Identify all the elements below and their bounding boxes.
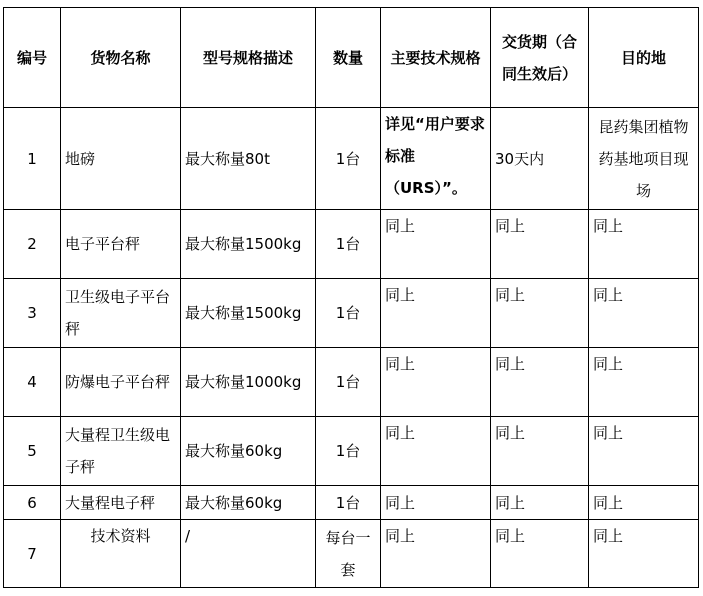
cell-name: 大量程卫生级电子秤: [61, 417, 181, 486]
header-row: [4, 8, 699, 108]
cell-tech: 同上: [381, 417, 491, 486]
cell-delivery: 同上: [491, 210, 589, 279]
cell-model: 最大称量1000kg: [181, 348, 316, 417]
cell-tech: 同上: [381, 520, 491, 588]
header-dest: 目的地: [589, 8, 699, 108]
table-row: [4, 108, 699, 210]
header-delivery: 交货期（合同生效后）: [491, 8, 589, 108]
cell-delivery: 30天内: [491, 108, 589, 210]
cell-dest: 同上: [589, 486, 699, 520]
table-row: [4, 279, 699, 348]
cell-tech: 详见“用户要求标准（URS）”。: [381, 108, 491, 210]
cell-dest: 同上: [589, 417, 699, 486]
cell-no: 3: [4, 279, 61, 348]
table-row: [4, 520, 699, 588]
cell-model: 最大称量1500kg: [181, 210, 316, 279]
cell-dest: 同上: [589, 348, 699, 417]
cell-no: 7: [4, 520, 61, 588]
table-row: [4, 417, 699, 486]
cell-model: 最大称量80t: [181, 108, 316, 210]
cell-name: 大量程电子秤: [61, 486, 181, 520]
cell-name: 技术资料: [61, 520, 181, 588]
cell-qty: 1台: [316, 279, 381, 348]
table-row: [4, 348, 699, 417]
cell-qty: 1台: [316, 486, 381, 520]
cell-tech: 同上: [381, 210, 491, 279]
table-row: [4, 486, 699, 520]
cell-delivery: 同上: [491, 417, 589, 486]
cell-delivery: 同上: [491, 520, 589, 588]
cell-tech: 同上: [381, 279, 491, 348]
header-qty: 数量: [316, 8, 381, 108]
cell-dest: 昆药集团植物药基地项目现场: [589, 108, 699, 210]
cell-model: 最大称量1500kg: [181, 279, 316, 348]
cell-model: 最大称量60kg: [181, 417, 316, 486]
cell-no: 4: [4, 348, 61, 417]
goods-table: [3, 7, 699, 588]
cell-qty: 1台: [316, 348, 381, 417]
header-name: 货物名称: [61, 8, 181, 108]
header-model: 型号规格描述: [181, 8, 316, 108]
cell-name: 地磅: [61, 108, 181, 210]
cell-delivery: 同上: [491, 279, 589, 348]
cell-no: 6: [4, 486, 61, 520]
cell-qty: 每台一套: [316, 520, 381, 588]
cell-dest: 同上: [589, 210, 699, 279]
cell-name: 卫生级电子平台秤: [61, 279, 181, 348]
cell-qty: 1台: [316, 210, 381, 279]
cell-delivery: 同上: [491, 348, 589, 417]
cell-name: 电子平台秤: [61, 210, 181, 279]
cell-no: 5: [4, 417, 61, 486]
header-no: 编号: [4, 8, 61, 108]
cell-tech: 同上: [381, 486, 491, 520]
cell-delivery: 同上: [491, 486, 589, 520]
cell-dest: 同上: [589, 279, 699, 348]
header-tech: 主要技术规格: [381, 8, 491, 108]
cell-qty: 1台: [316, 108, 381, 210]
cell-no: 2: [4, 210, 61, 279]
cell-tech: 同上: [381, 348, 491, 417]
table-row: [4, 210, 699, 279]
cell-no: 1: [4, 108, 61, 210]
cell-model: /: [181, 520, 316, 588]
cell-name: 防爆电子平台秤: [61, 348, 181, 417]
cell-qty: 1台: [316, 417, 381, 486]
cell-model: 最大称量60kg: [181, 486, 316, 520]
cell-dest: 同上: [589, 520, 699, 588]
